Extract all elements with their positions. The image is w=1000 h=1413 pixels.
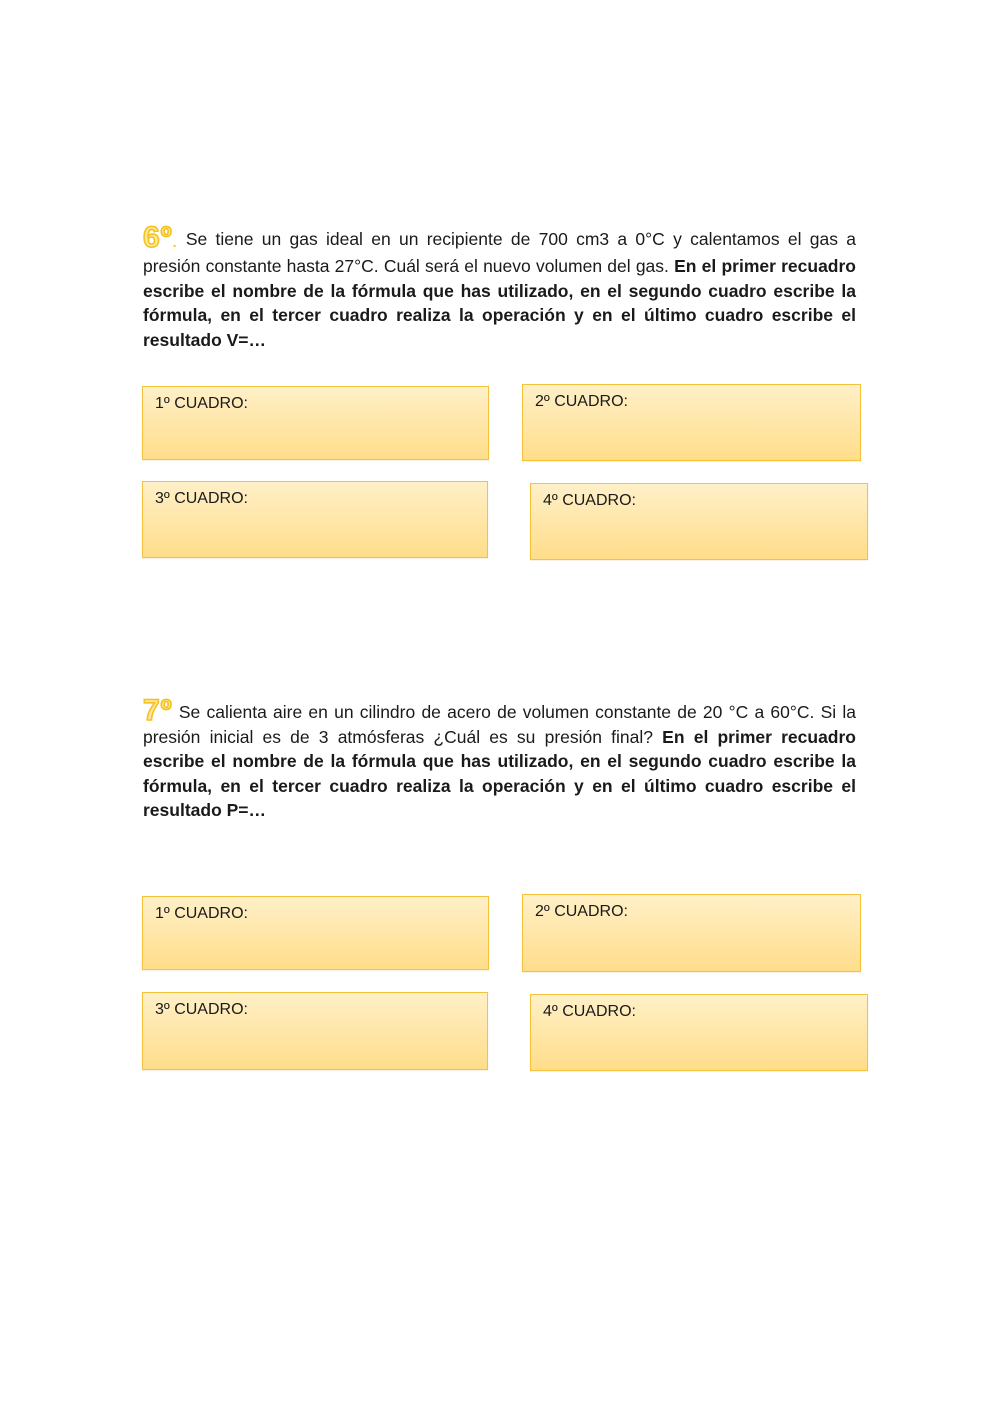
- q6-answer-box-3-label: 3º CUADRO:: [155, 490, 248, 507]
- q7-answer-box-3[interactable]: [142, 992, 488, 1070]
- q6-answer-box-4[interactable]: [530, 483, 868, 560]
- question-6: [143, 221, 856, 352]
- question-6-instruction: En el primer recuadro escribe el nombre de la fórmula que has utilizado, en el segundo cuadro escribe la fórmula, en el tercer cuadro realiza la operación y en el último cuadro escribe el resultado V=…: [143, 256, 856, 350]
- q7-answer-box-4[interactable]: [530, 994, 868, 1071]
- q6-answer-box-1[interactable]: [142, 386, 489, 460]
- q6-answer-box-2[interactable]: [522, 384, 861, 461]
- question-7-number: 7º: [143, 694, 173, 727]
- q6-answer-box-4-label: 4º CUADRO:: [543, 492, 636, 509]
- q7-answer-box-1[interactable]: [142, 896, 489, 970]
- question-6-number: 6º.: [143, 221, 178, 254]
- question-6-text: Se tiene un gas ideal en un recipiente de 700 cm3 a 0°C y calentamos el gas a presión constante hasta 27°C. Cuál será el nuevo volumen del gas.: [143, 229, 856, 276]
- q7-answer-box-4-label: 4º CUADRO:: [543, 1003, 636, 1020]
- q6-answer-box-3[interactable]: [142, 481, 488, 558]
- q6-answer-box-2-label: 2º CUADRO:: [535, 393, 628, 410]
- q7-answer-box-3-label: 3º CUADRO:: [155, 1001, 248, 1018]
- q7-answer-box-2-label: 2º CUADRO:: [535, 903, 628, 920]
- question-7: [143, 694, 856, 823]
- question-7-instruction: En el primer recuadro escribe el nombre de la fórmula que has utilizado, en el segundo cuadro escribe la fórmula, en el tercer cuadro realiza la operación y en el último cuadro escribe el resultado P=…: [143, 726, 856, 821]
- q7-answer-box-1-label: 1º CUADRO:: [155, 905, 248, 922]
- q6-answer-box-1-label: 1º CUADRO:: [155, 395, 248, 412]
- q7-answer-box-2[interactable]: [522, 894, 861, 972]
- question-7-text: Se calienta aire en un cilindro de acero de volumen constante de 20 °C a 60°C. Si la presión inicial es de 3 atmósferas ¿Cuál es su presión final?: [143, 702, 856, 747]
